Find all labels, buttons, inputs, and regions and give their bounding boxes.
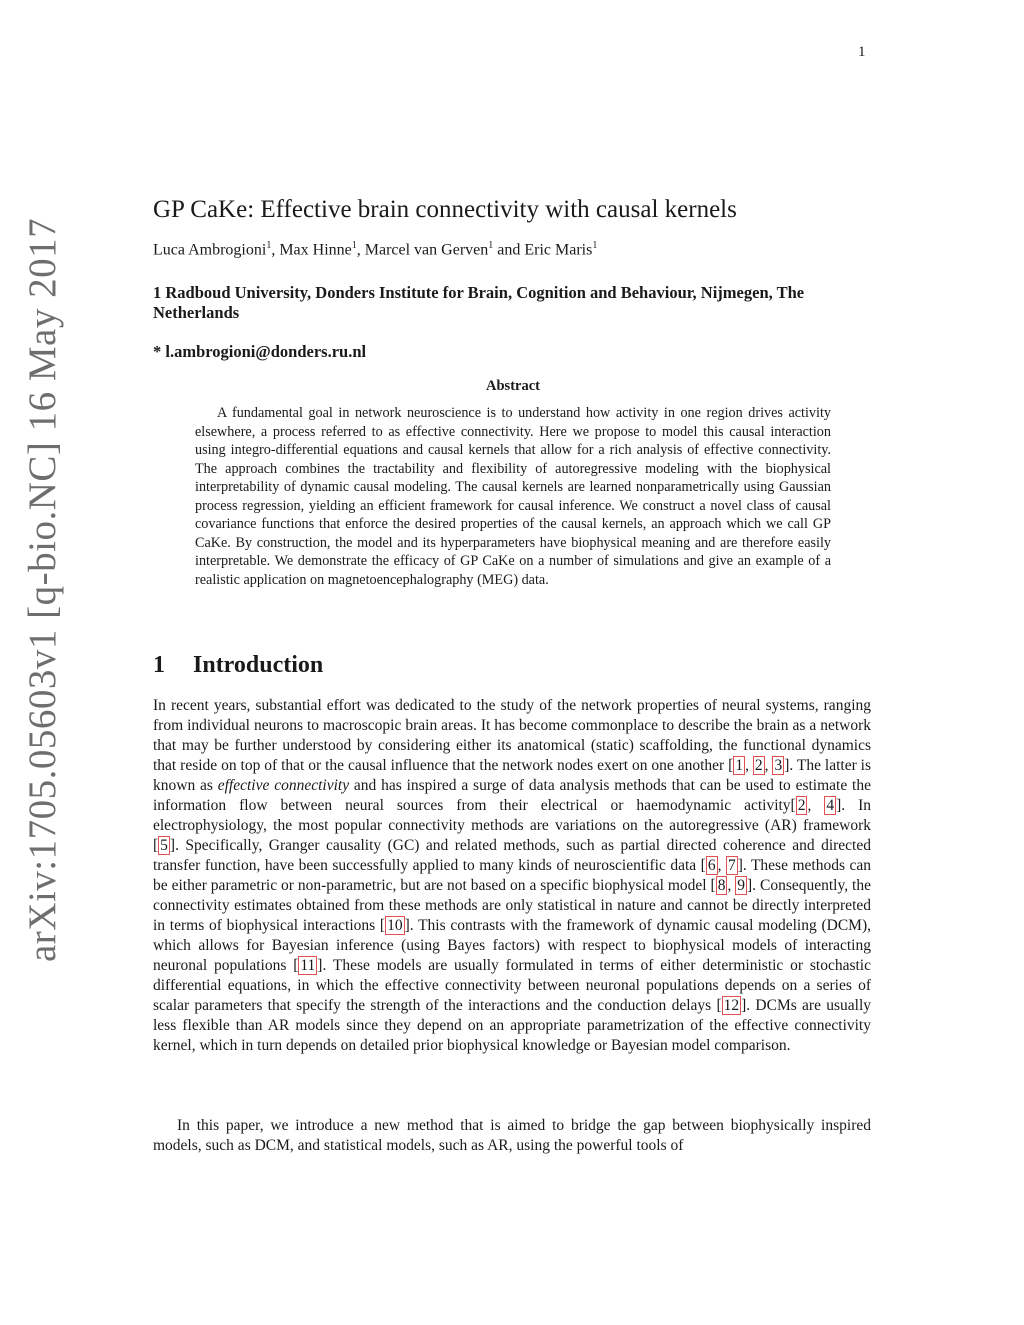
- citation-link[interactable]: 6: [707, 857, 716, 874]
- author-name: Marcel van Gerven: [364, 241, 489, 259]
- paragraph-text: ,: [745, 757, 753, 774]
- paragraph-text: In recent years, substantial effort was dedicated to the study of the network properties of neural systems, ranging from individual neurons to macroscopic brain areas. It has become commonplace to describe the brain as a network that may be further understood by considering either its anatomical (static) scaffolding, the functional dynamics that reside on top of that or the causal influence that the network nodes exert on one another [: [153, 697, 871, 774]
- citation-link[interactable]: 9: [737, 877, 746, 894]
- citation-link[interactable]: 1: [735, 757, 744, 774]
- citation-link[interactable]: 8: [717, 877, 726, 894]
- citation-link[interactable]: 3: [774, 757, 783, 774]
- author-name: Luca Ambrogioni: [153, 241, 267, 259]
- paper-title: GP CaKe: Effective brain connectivity with causal kernels: [153, 196, 737, 223]
- author-name: Eric Maris: [524, 241, 593, 259]
- section-number: 1: [153, 652, 165, 678]
- abstract-heading: Abstract: [486, 378, 540, 394]
- paragraph-text: ]. Consequently, the connectivity estimates obtained from these methods are only statistical in nature and cannot be directly interpreted in terms of biophysical interactions [: [153, 877, 871, 934]
- paragraph-text: ]. The latter is known as: [153, 757, 872, 794]
- paragraph-text: ,: [727, 877, 736, 894]
- citation-link[interactable]: 10: [387, 917, 403, 934]
- citation-link[interactable]: 11: [300, 957, 316, 974]
- author-name: Max Hinne: [279, 241, 352, 259]
- author-affiliation-mark: 1: [592, 240, 598, 251]
- paragraph-text: ]. These models are usually formulated in terms of either deterministic or stochastic differential equations, in which the effective connectivity between neuronal populations depends on a series of scalar parameters that specify the strength of the interactions and the conduction delays [: [153, 957, 871, 1014]
- author-separator: and: [493, 241, 525, 259]
- author-affiliation-mark: 1: [351, 240, 357, 251]
- citation-link[interactable]: 7: [727, 857, 736, 874]
- intro-paragraph-1: [153, 696, 871, 1056]
- citation-link[interactable]: 12: [723, 997, 740, 1014]
- paragraph-text: ]. Specifically, Granger causality (GC) and related methods, such as partial directed coherence and directed transfer function, have been successfully applied to many kinds of neuroscientific data [: [153, 837, 871, 874]
- author-affiliation-mark: 1: [266, 240, 272, 251]
- author-separator: ,: [271, 241, 280, 259]
- paragraph-text: ]. DCMs are usually less flexible than AR models since they depend on an appropriate parametrization of the effective connectivity kernel, which in turn depends on detailed prior biophysical knowledge or Bayesian model comparison.: [153, 997, 871, 1054]
- section-heading: [153, 652, 323, 679]
- paragraph-text: ]. In electrophysiology, the most popular connectivity methods are variations on the autoregressive (AR) framework [: [153, 797, 872, 854]
- paragraph-text: ]. These methods can be either parametric or non-parametric, but are not based on a specific biophysical model [: [153, 857, 871, 894]
- section-title: Introduction: [193, 652, 324, 678]
- citation-link[interactable]: 5: [160, 837, 168, 854]
- paragraph-text: and has inspired a surge of data analysis methods that can be used to estimate the information flow between neural sources from their electrical or haemodynamic activity[: [153, 777, 871, 814]
- affiliation: 1 Radboud University, Donders Institute for Brain, Cognition and Behaviour, Nijmegen, The Netherlands: [153, 283, 805, 322]
- citation-link[interactable]: 4: [826, 797, 835, 814]
- citation-link[interactable]: 2: [797, 797, 806, 814]
- intro-paragraph-2: In this paper, we introduce a new method that is aimed to bridge the gap between biophysically inspired models, such as DCM, and statistical models, such as AR, using the powerful tools of: [153, 1117, 871, 1154]
- paragraph-text: ,: [807, 797, 825, 814]
- page-number: 1: [858, 44, 866, 60]
- author-affiliation-mark: 1: [488, 240, 494, 251]
- paragraph-text: ]. This contrasts with the framework of dynamic causal modeling (DCM), which allows for Bayesian inference (using Bayes factors) with respect to biophysical models of interacting neuronal populations [: [153, 917, 871, 974]
- paragraph-text: ,: [764, 757, 773, 774]
- paragraph-text: ,: [717, 857, 726, 874]
- abstract-text: A fundamental goal in network neuroscience is to understand how activity in one region drives activity elsewhere, a process referred to as effective connectivity. Here we propose to model this causal interaction using integro-differential equations and causal kernels that allow for a rich analysis of effective connectivity. The approach combines the tractability and flexibility of autoregressive modeling with the biophysical interpretability of dynamic causal modeling. The causal kernels are learned nonparametrically using Gaussian process regression, yielding an efficient framework for causal inference. We construct a novel class of causal covariance functions that enforce the desired properties of the causal kernels, an approach which we call GP CaKe. By construction, the model and its hyperparameters have biophysical meaning and are therefore easily interpretable. We demonstrate the efficacy of GP CaKe on a number of simulations and give an example of a realistic application on magnetoencephalography (MEG) data.: [195, 405, 831, 588]
- emphasis-text: effective connectivity: [217, 777, 350, 794]
- citation-link[interactable]: 2: [754, 757, 763, 774]
- author-separator: ,: [356, 241, 365, 259]
- author-list: [153, 240, 597, 259]
- corresponding-email: * l.ambrogioni@donders.ru.nl: [153, 342, 367, 361]
- arxiv-stamp: arXiv:1705.05603v1 [q-bio.NC] 16 May 2017: [21, 217, 64, 962]
